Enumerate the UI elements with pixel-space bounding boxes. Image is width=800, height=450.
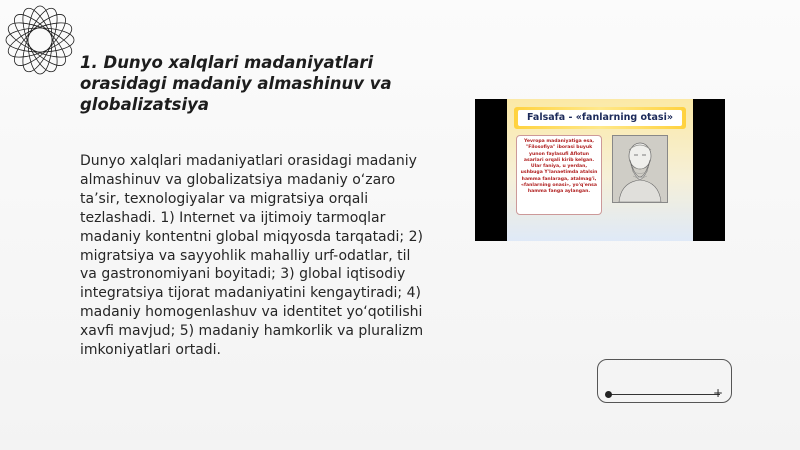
- slide-body-text: Dunyo xalqlari madaniyatlari orasidagi madaniy almashinuv va globalizatsiya madaniy o‘zaro ta’sir, texnologiyalar va migratsiya orqali tezlashadi. 1) Internet va ijtimoiy tarmoqlar madaniy kontentni global miqyosda tarqatadi; 2) migratsiya va sayyohlik mahalliy urf-odatlar, til va gastronomiyani boyitadi; 3) global iqtisodiy integratsiya tijorat madaniyatini kengaytiradi; 4) madaniy homogenlashuv va identitet yo‘qotilishi xavfi mavjud; 5) madaniy hamkorlik va pluralizm imkoniyatlari ortadi.: [80, 153, 424, 359]
- timeline-slider-control[interactable]: [597, 359, 732, 403]
- embedded-text-note: Yevropa madaniyatiga esa, "Filosofiya" iborasi buyuk yunon faylasufi Aflotun asarlari orqali kirib kelgan. Ular faniya, u yerdan, ushbuga Y'lanaetimda atalsin hamma fanlaraga, atalmag'i, «fanlarning onasi», yo'q'ensa hamma fanga aylangan.: [516, 135, 602, 215]
- philosopher-portrait-icon: [612, 135, 668, 203]
- embedded-slide-title: Falsafa - «fanlarning otasi»: [518, 110, 682, 126]
- timeline-track: [608, 394, 720, 395]
- embedded-slide-canvas: [507, 99, 693, 241]
- circular-line-ornament-icon: [2, 2, 78, 78]
- embedded-slide-image: [475, 99, 725, 241]
- timeline-start-dot-icon[interactable]: [605, 391, 612, 398]
- slide-title: 1. Dunyo xalqlari madaniyatlari orasidagi madaniy almashinuv va globalizatsiya: [80, 53, 392, 114]
- timeline-end-plus-icon[interactable]: +: [713, 386, 724, 400]
